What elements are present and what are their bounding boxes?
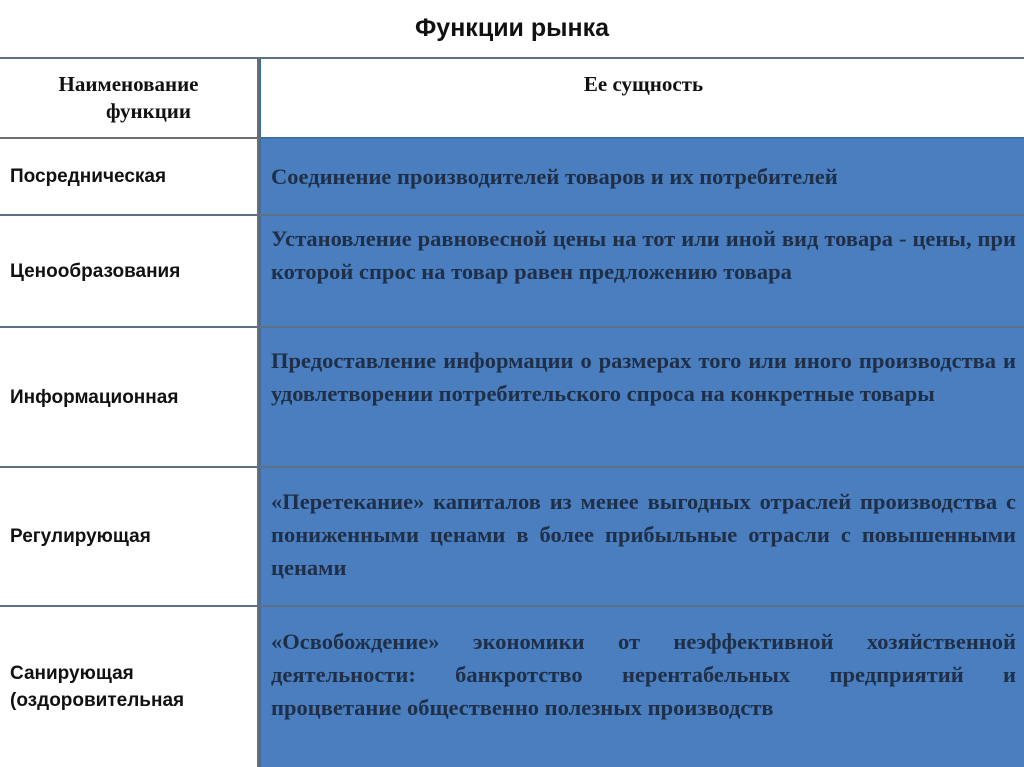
functions-table [0, 57, 1024, 767]
row-name-cell: Регулирующая [0, 468, 259, 605]
row-essence-cell: «Перетекание» капиталов из менее выгодных отраслей производства с пониженными ценами в более прибыльные отрасли с повышенными ценами [261, 468, 1024, 605]
row-name-cell [0, 607, 259, 767]
header-name-line1: Наименование [58, 72, 199, 96]
row-essence-cell: «Освобождение» экономики от неэффективной хозяйственной деятельности: банкротство нерентабельных предприятий и процветание общественно полезных производств [261, 607, 1024, 767]
slide-title: Функции рынка [0, 0, 1024, 57]
row-name-cell: Информационная [0, 328, 259, 466]
row-essence-cell: Предоставление информации о размерах того или иного производства и удовлетворении потребительского спроса на конкретные товары [261, 328, 1024, 466]
table-header-row [0, 59, 1024, 137]
header-name-text [59, 71, 199, 125]
header-cell-essence: Ее сущность [261, 59, 1024, 137]
row-name-line1: Санирующая [10, 663, 134, 684]
header-name-line2: функции [105, 99, 191, 123]
table-row [0, 468, 1024, 605]
header-cell-name [0, 59, 259, 137]
row-essence-cell: Соединение производителей товаров и их потребителей [261, 139, 1024, 214]
row-name-cell: Ценообразования [0, 216, 259, 326]
table-row [0, 328, 1024, 466]
row-name-cell: Посредническая [0, 139, 259, 214]
table-row [0, 216, 1024, 326]
table-row [0, 607, 1024, 767]
row-name-line2: (оздоровительная [10, 690, 185, 711]
table-row [0, 139, 1024, 214]
row-essence-cell: Установление равновесной цены на тот или иной вид товара - цены, при которой спрос на товар равен предложению товара [261, 216, 1024, 326]
